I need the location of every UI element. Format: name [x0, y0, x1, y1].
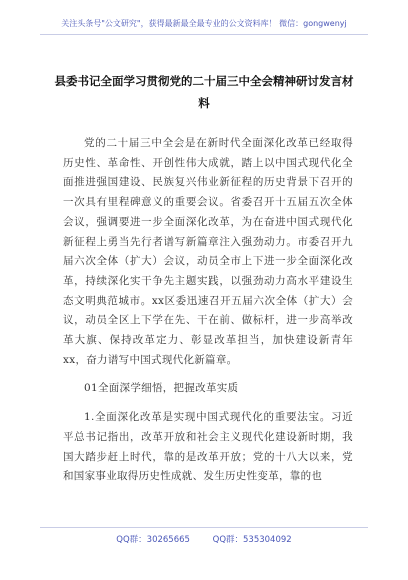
body-paragraph-sub: 1.全面深化改革是实现中国式现代化的重要法宝。习近平总书记指出，改革开放和社会主义现代化建设新时期，我国大踏步赶上时代，靠的是改革开放；党的十八大以来，党和国家事业取得历史性成就、发生历史性变革，靠的也 — [63, 411, 353, 483]
body-paragraph: 党的二十届三中全会是在新时代全面深化改革已经取得历史性、革命性、开创性伟大成就，踏上以中国式现代化全面推进强国建设、民族复兴伟业新征程的历史背景下召开的一次具有里程碑意义的重要会议。省委召开十五届五次全体会议，强调要进一步全面深化改革，为在奋进中国式现代化新征程上勇当先行者谱写新篇章注入强劲动力。市委召开九届六次全体（扩大）会议，动员全市上下进一步全面深化改革，持续深化实干争先主题实践，以强劲动力高水平建设生态文明典范城市。xx区委迅速召开五届六次全体（扩大）会议，动员全区上下学在先、干在前、做标杆，进一步高举改革大旗、保持改革定力、彰显改革担当，加快建设新青年xx，奋力谱写中国式现代化新篇章。 — [63, 137, 353, 366]
document-body — [63, 134, 353, 487]
footer — [0, 533, 408, 545]
footer-qq-group-1: QQ群：30265665 — [116, 535, 190, 545]
header-divider — [40, 34, 368, 35]
document-title: 县委书记全面学习贯彻党的二十届三中全会精神研讨发言材料 — [54, 74, 354, 110]
header-banner: 关注头条号"公文研究"，获得最新最全最专业的公文资料库！ 微信：gongwenyj — [61, 19, 347, 28]
footer-divider — [40, 527, 368, 528]
footer-qq-group-2: QQ群：535304092 — [212, 535, 292, 545]
section-heading: 01全面深学细悟，把握改革实质 — [84, 382, 239, 395]
